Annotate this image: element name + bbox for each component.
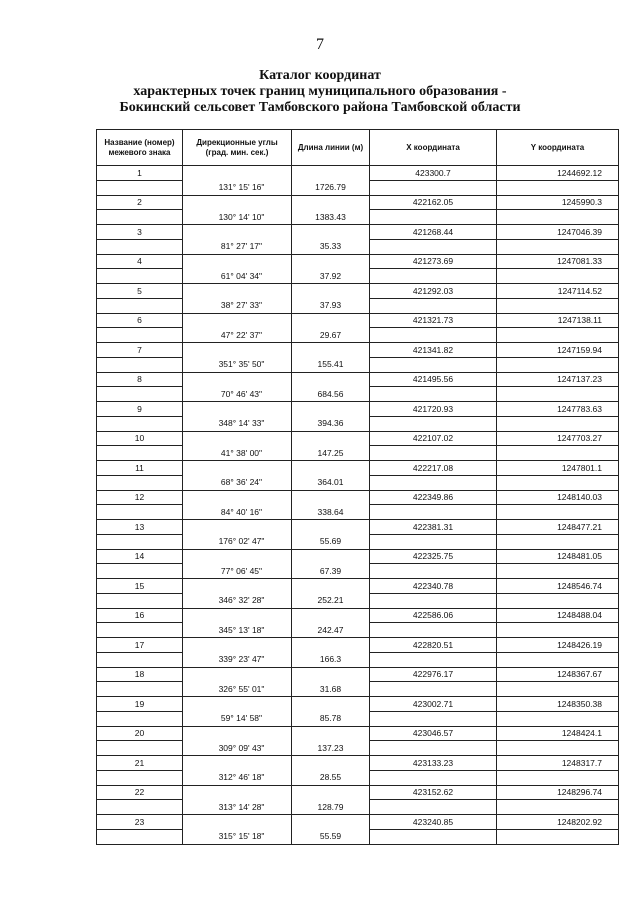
x-coordinate: 422349.86 <box>370 490 497 505</box>
empty-cell <box>97 269 183 284</box>
title-line-2: характерных точек границ муниципального образования - <box>133 84 507 99</box>
empty-cell <box>370 298 497 313</box>
table-row-segment <box>97 210 619 225</box>
empty-cell <box>497 534 619 549</box>
empty-cell <box>97 298 183 313</box>
empty-cell <box>292 431 370 446</box>
table-row-segment <box>97 298 619 313</box>
empty-cell <box>183 815 292 830</box>
empty-cell <box>370 328 497 343</box>
empty-cell <box>97 416 183 431</box>
table-row-segment <box>97 357 619 372</box>
line-length: 55.69 <box>292 534 370 549</box>
empty-cell <box>292 372 370 387</box>
empty-cell <box>183 549 292 564</box>
line-length: 252.21 <box>292 593 370 608</box>
empty-cell <box>183 284 292 299</box>
empty-cell <box>497 593 619 608</box>
line-length: 55.59 <box>292 829 370 844</box>
table-row-point <box>97 461 619 476</box>
empty-cell <box>97 652 183 667</box>
line-length: 37.93 <box>292 298 370 313</box>
empty-cell <box>97 328 183 343</box>
empty-cell <box>370 416 497 431</box>
table-body <box>97 166 619 845</box>
empty-cell <box>370 564 497 579</box>
table-header-row <box>97 130 619 166</box>
table-row-segment <box>97 800 619 815</box>
empty-cell <box>183 225 292 240</box>
empty-cell <box>370 475 497 490</box>
table-row-segment <box>97 534 619 549</box>
table-row-segment <box>97 446 619 461</box>
table-row-point <box>97 343 619 358</box>
empty-cell <box>183 785 292 800</box>
table-row-point <box>97 372 619 387</box>
empty-cell <box>183 520 292 535</box>
empty-cell <box>370 446 497 461</box>
line-length: 166.3 <box>292 652 370 667</box>
y-coordinate: 1247081.33 <box>497 254 619 269</box>
y-coordinate: 1248481.05 <box>497 549 619 564</box>
empty-cell <box>97 534 183 549</box>
empty-cell <box>497 239 619 254</box>
y-coordinate: 1248488.04 <box>497 608 619 623</box>
empty-cell <box>183 254 292 269</box>
empty-cell <box>497 800 619 815</box>
direction-angle: 68° 36' 24" <box>183 475 292 490</box>
empty-cell <box>292 697 370 712</box>
empty-cell <box>183 431 292 446</box>
empty-cell <box>183 638 292 653</box>
point-name: 9 <box>97 402 183 417</box>
point-name: 5 <box>97 284 183 299</box>
empty-cell <box>183 313 292 328</box>
table-row-segment <box>97 239 619 254</box>
direction-angle: 70° 46' 43" <box>183 387 292 402</box>
empty-cell <box>370 623 497 638</box>
line-length: 85.78 <box>292 711 370 726</box>
table-row-point <box>97 579 619 594</box>
empty-cell <box>292 785 370 800</box>
y-coordinate: 1247703.27 <box>497 431 619 446</box>
point-name: 4 <box>97 254 183 269</box>
empty-cell <box>292 284 370 299</box>
line-length: 338.64 <box>292 505 370 520</box>
direction-angle: 38° 27' 33" <box>183 298 292 313</box>
table-row-segment <box>97 741 619 756</box>
y-coordinate: 1248140.03 <box>497 490 619 505</box>
y-coordinate: 1248350.38 <box>497 697 619 712</box>
line-length: 67.39 <box>292 564 370 579</box>
empty-cell <box>183 343 292 358</box>
empty-cell <box>292 402 370 417</box>
empty-cell <box>183 166 292 181</box>
x-coordinate: 421495.56 <box>370 372 497 387</box>
point-name: 2 <box>97 195 183 210</box>
empty-cell <box>292 461 370 476</box>
point-name: 10 <box>97 431 183 446</box>
empty-cell <box>497 387 619 402</box>
point-name: 15 <box>97 579 183 594</box>
empty-cell <box>97 623 183 638</box>
point-name: 12 <box>97 490 183 505</box>
direction-angle: 345° 13' 18" <box>183 623 292 638</box>
empty-cell <box>183 402 292 417</box>
empty-cell <box>292 225 370 240</box>
table-row-segment <box>97 328 619 343</box>
empty-cell <box>497 328 619 343</box>
table-row-segment <box>97 564 619 579</box>
empty-cell <box>183 195 292 210</box>
empty-cell <box>370 770 497 785</box>
empty-cell <box>497 416 619 431</box>
empty-cell <box>370 652 497 667</box>
point-name: 8 <box>97 372 183 387</box>
y-coordinate: 1248546.74 <box>497 579 619 594</box>
table-row-point <box>97 667 619 682</box>
table-row-point <box>97 195 619 210</box>
point-name: 16 <box>97 608 183 623</box>
direction-angle: 130° 14' 10" <box>183 210 292 225</box>
table-row-point <box>97 402 619 417</box>
empty-cell <box>97 770 183 785</box>
empty-cell <box>183 726 292 741</box>
empty-cell <box>370 269 497 284</box>
x-coordinate: 423046.57 <box>370 726 497 741</box>
direction-angle: 351° 35' 50" <box>183 357 292 372</box>
y-coordinate: 1245990.3 <box>497 195 619 210</box>
table-row-point <box>97 638 619 653</box>
empty-cell <box>97 475 183 490</box>
header-angles: Дирекционные углы (град. мин. сек.) <box>183 130 292 166</box>
empty-cell <box>292 815 370 830</box>
table-row-segment <box>97 623 619 638</box>
line-length: 155.41 <box>292 357 370 372</box>
table-row-segment <box>97 711 619 726</box>
y-coordinate: 1244692.12 <box>497 166 619 181</box>
direction-angle: 313° 14' 28" <box>183 800 292 815</box>
line-length: 37.92 <box>292 269 370 284</box>
line-length: 394.36 <box>292 416 370 431</box>
empty-cell <box>497 652 619 667</box>
direction-angle: 346° 32' 28" <box>183 593 292 608</box>
y-coordinate: 1247159.94 <box>497 343 619 358</box>
direction-angle: 131° 15' 16" <box>183 180 292 195</box>
direction-angle: 47° 22' 37" <box>183 328 292 343</box>
direction-angle: 339° 23' 47" <box>183 652 292 667</box>
line-length: 35.33 <box>292 239 370 254</box>
empty-cell <box>497 180 619 195</box>
empty-cell <box>370 829 497 844</box>
empty-cell <box>97 564 183 579</box>
empty-cell <box>292 313 370 328</box>
y-coordinate: 1247783.63 <box>497 402 619 417</box>
line-length: 28.55 <box>292 770 370 785</box>
x-coordinate: 421268.44 <box>370 225 497 240</box>
header-name: Название (номер) межевого знака <box>97 130 183 166</box>
direction-angle: 59° 14' 58" <box>183 711 292 726</box>
direction-angle: 77° 06' 45" <box>183 564 292 579</box>
table-row-segment <box>97 593 619 608</box>
x-coordinate: 423002.71 <box>370 697 497 712</box>
empty-cell <box>497 446 619 461</box>
empty-cell <box>292 638 370 653</box>
empty-cell <box>370 534 497 549</box>
empty-cell <box>497 711 619 726</box>
table-row-segment <box>97 269 619 284</box>
table-row-point <box>97 726 619 741</box>
point-name: 3 <box>97 225 183 240</box>
empty-cell <box>370 387 497 402</box>
empty-cell <box>292 343 370 358</box>
empty-cell <box>497 741 619 756</box>
x-coordinate: 423133.23 <box>370 756 497 771</box>
table-row-segment <box>97 682 619 697</box>
direction-angle: 84° 40' 16" <box>183 505 292 520</box>
line-length: 1383.43 <box>292 210 370 225</box>
empty-cell <box>497 210 619 225</box>
y-coordinate: 1248296.74 <box>497 785 619 800</box>
title-line-1: Каталог координат <box>259 68 381 83</box>
y-coordinate: 1247114.52 <box>497 284 619 299</box>
empty-cell <box>183 372 292 387</box>
empty-cell <box>370 505 497 520</box>
empty-cell <box>292 726 370 741</box>
empty-cell <box>370 593 497 608</box>
empty-cell <box>97 210 183 225</box>
empty-cell <box>292 579 370 594</box>
x-coordinate: 423300.7 <box>370 166 497 181</box>
point-name: 22 <box>97 785 183 800</box>
x-coordinate: 422976.17 <box>370 667 497 682</box>
page-number: 7 <box>316 36 324 53</box>
x-coordinate: 423240.85 <box>370 815 497 830</box>
table-row-point <box>97 166 619 181</box>
y-coordinate: 1248317.7 <box>497 756 619 771</box>
empty-cell <box>183 667 292 682</box>
empty-cell <box>97 357 183 372</box>
empty-cell <box>292 520 370 535</box>
table-row-point <box>97 785 619 800</box>
table-row-point <box>97 431 619 446</box>
table-row-point <box>97 254 619 269</box>
line-length: 29.67 <box>292 328 370 343</box>
empty-cell <box>370 682 497 697</box>
y-coordinate: 1247137.23 <box>497 372 619 387</box>
empty-cell <box>292 195 370 210</box>
y-coordinate: 1248426.19 <box>497 638 619 653</box>
line-length: 147.25 <box>292 446 370 461</box>
line-length: 1726.79 <box>292 180 370 195</box>
table-row-segment <box>97 416 619 431</box>
line-length: 684.56 <box>292 387 370 402</box>
header-y: Y координата <box>497 130 619 166</box>
y-coordinate: 1247046.39 <box>497 225 619 240</box>
y-coordinate: 1247138.11 <box>497 313 619 328</box>
y-coordinate: 1248424.1 <box>497 726 619 741</box>
direction-angle: 309° 09' 43" <box>183 741 292 756</box>
table-row-point <box>97 490 619 505</box>
table-row-point <box>97 815 619 830</box>
y-coordinate: 1248477.21 <box>497 520 619 535</box>
table-row-point <box>97 549 619 564</box>
x-coordinate: 421341.82 <box>370 343 497 358</box>
empty-cell <box>370 180 497 195</box>
y-coordinate: 1248202.92 <box>497 815 619 830</box>
empty-cell <box>183 756 292 771</box>
empty-cell <box>97 180 183 195</box>
empty-cell <box>370 239 497 254</box>
point-name: 19 <box>97 697 183 712</box>
empty-cell <box>97 711 183 726</box>
point-name: 21 <box>97 756 183 771</box>
empty-cell <box>97 239 183 254</box>
x-coordinate: 422325.75 <box>370 549 497 564</box>
document-title <box>0 68 640 116</box>
x-coordinate: 422586.06 <box>370 608 497 623</box>
point-name: 11 <box>97 461 183 476</box>
empty-cell <box>497 357 619 372</box>
empty-cell <box>497 505 619 520</box>
x-coordinate: 421321.73 <box>370 313 497 328</box>
empty-cell <box>97 829 183 844</box>
x-coordinate: 421720.93 <box>370 402 497 417</box>
table-row-point <box>97 697 619 712</box>
empty-cell <box>292 254 370 269</box>
table-row-segment <box>97 475 619 490</box>
empty-cell <box>183 461 292 476</box>
direction-angle: 326° 55' 01" <box>183 682 292 697</box>
empty-cell <box>97 446 183 461</box>
empty-cell <box>97 505 183 520</box>
table-row-segment <box>97 829 619 844</box>
empty-cell <box>183 579 292 594</box>
line-length: 137.23 <box>292 741 370 756</box>
table-row-segment <box>97 770 619 785</box>
empty-cell <box>370 711 497 726</box>
empty-cell <box>292 166 370 181</box>
point-name: 23 <box>97 815 183 830</box>
table-row-segment <box>97 505 619 520</box>
point-name: 20 <box>97 726 183 741</box>
point-name: 1 <box>97 166 183 181</box>
point-name: 7 <box>97 343 183 358</box>
coordinates-table <box>96 129 619 845</box>
empty-cell <box>497 829 619 844</box>
y-coordinate: 1247801.1 <box>497 461 619 476</box>
x-coordinate: 422107.02 <box>370 431 497 446</box>
empty-cell <box>497 564 619 579</box>
empty-cell <box>183 608 292 623</box>
empty-cell <box>292 549 370 564</box>
header-x: X координата <box>370 130 497 166</box>
empty-cell <box>292 667 370 682</box>
x-coordinate: 422820.51 <box>370 638 497 653</box>
x-coordinate: 422340.78 <box>370 579 497 594</box>
empty-cell <box>97 800 183 815</box>
x-coordinate: 421292.03 <box>370 284 497 299</box>
empty-cell <box>97 387 183 402</box>
x-coordinate: 422162.05 <box>370 195 497 210</box>
table-row-point <box>97 608 619 623</box>
x-coordinate: 421273.69 <box>370 254 497 269</box>
line-length: 242.47 <box>292 623 370 638</box>
empty-cell <box>97 741 183 756</box>
header-length: Длина линии (м) <box>292 130 370 166</box>
empty-cell <box>497 269 619 284</box>
direction-angle: 176° 02' 47" <box>183 534 292 549</box>
y-coordinate: 1248367.67 <box>497 667 619 682</box>
empty-cell <box>292 608 370 623</box>
table-row-segment <box>97 387 619 402</box>
direction-angle: 41° 38' 00" <box>183 446 292 461</box>
empty-cell <box>292 490 370 505</box>
empty-cell <box>370 800 497 815</box>
direction-angle: 81° 27' 17" <box>183 239 292 254</box>
empty-cell <box>97 682 183 697</box>
empty-cell <box>183 697 292 712</box>
empty-cell <box>497 298 619 313</box>
empty-cell <box>183 490 292 505</box>
table-row-point <box>97 313 619 328</box>
line-length: 31.68 <box>292 682 370 697</box>
table-row-point <box>97 225 619 240</box>
x-coordinate: 423152.62 <box>370 785 497 800</box>
direction-angle: 315° 15' 18" <box>183 829 292 844</box>
x-coordinate: 422381.31 <box>370 520 497 535</box>
table-row-point <box>97 756 619 771</box>
empty-cell <box>292 756 370 771</box>
table-row-point <box>97 284 619 299</box>
empty-cell <box>370 741 497 756</box>
line-length: 128.79 <box>292 800 370 815</box>
point-name: 6 <box>97 313 183 328</box>
direction-angle: 61° 04' 34" <box>183 269 292 284</box>
title-line-3: Бокинский сельсовет Тамбовского района Тамбовской области <box>119 100 521 115</box>
point-name: 14 <box>97 549 183 564</box>
point-name: 18 <box>97 667 183 682</box>
direction-angle: 348° 14' 33" <box>183 416 292 431</box>
empty-cell <box>497 623 619 638</box>
empty-cell <box>97 593 183 608</box>
table-row-segment <box>97 652 619 667</box>
x-coordinate: 422217.08 <box>370 461 497 476</box>
line-length: 364.01 <box>292 475 370 490</box>
empty-cell <box>497 770 619 785</box>
empty-cell <box>370 210 497 225</box>
empty-cell <box>497 475 619 490</box>
table-row-segment <box>97 180 619 195</box>
point-name: 17 <box>97 638 183 653</box>
direction-angle: 312° 46' 18" <box>183 770 292 785</box>
empty-cell <box>497 682 619 697</box>
point-name: 13 <box>97 520 183 535</box>
table-row-point <box>97 520 619 535</box>
empty-cell <box>370 357 497 372</box>
